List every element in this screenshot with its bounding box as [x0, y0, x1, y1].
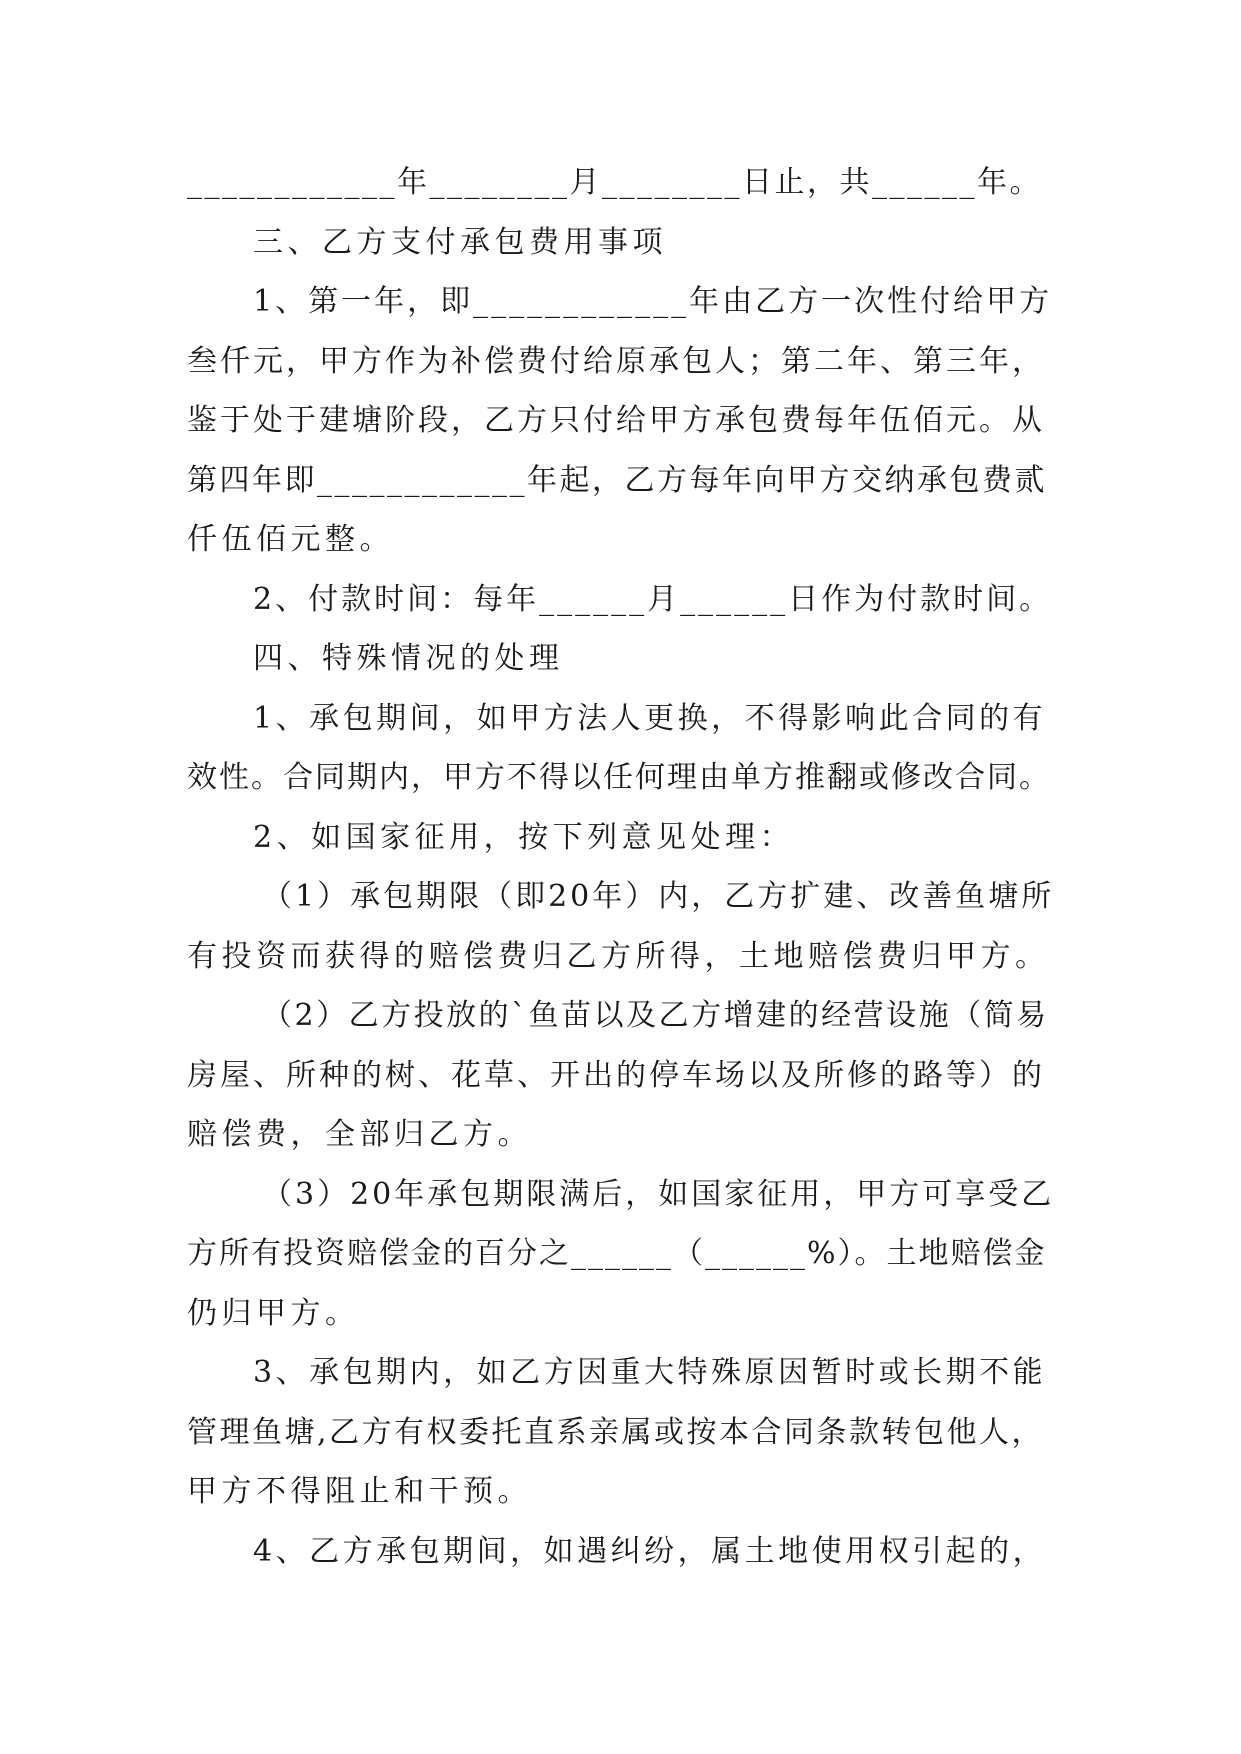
paragraph-line: 叁仟元，甲方作为补偿费付给原承包人；第二年、第三年， [187, 343, 1045, 379]
paragraph-line: 1、第一年，即____________年由乙方一次性付给甲方 [253, 284, 1053, 319]
paragraph-line: ____________年________月________日止，共______年。 [187, 165, 1042, 200]
paragraph-line: 鉴于处于建塘阶段，乙方只付给甲方承包费每年伍佰元。从 [187, 403, 1045, 438]
paragraph-line: 2、付款时间：每年______月______日作为付款时间。 [253, 581, 1053, 617]
paragraph-line: 仍归甲方。 [187, 1295, 360, 1331]
paragraph-line: 第四年即____________年起，乙方每年向甲方交纳承包费贰 [187, 462, 1047, 498]
paragraph-line: （1）承包期限（即20年）内，乙方扩建、改善鱼塘所 [262, 879, 1055, 914]
paragraph-line: （3）20年承包期限满后，如国家征用，甲方可享受乙 [262, 1176, 1055, 1212]
paragraph-line: 房屋、所种的树、花草、开出的停车场以及所修的路等）的 [187, 1057, 1045, 1093]
paragraph-line: （2）乙方投放的`鱼苗以及乙方增建的经营设施（简易 [262, 998, 1049, 1033]
contract-body [187, 158, 1057, 1586]
paragraph-line: 方所有投资赔偿金的百分之______（______%）。土地赔偿金 [187, 1236, 1047, 1271]
paragraph-line: 有投资而获得的赔偿费归乙方所得，土地赔偿费归甲方。 [187, 938, 1050, 974]
paragraph-line: 赔偿费，全部归乙方。 [187, 1117, 532, 1152]
paragraph-line: 仟伍佰元整。 [187, 522, 394, 557]
paragraph-line: 4、乙方承包期间，如遇纠纷，属土地使用权引起的， [253, 1533, 1047, 1569]
paragraph-line: 甲方不得阻止和干预。 [187, 1474, 532, 1509]
section-heading-special-cases: 四、特殊情况的处理 [253, 641, 564, 676]
paragraph-line: 1、承包期间，如甲方法人更换，不得影响此合同的有 [253, 700, 1047, 736]
paragraph-line: 管理鱼塘,乙方有权委托直系亲属或按本合同条款转包他人， [187, 1414, 1045, 1450]
paragraph-line: 效性。合同期内，甲方不得以任何理由单方推翻或修改合同。 [187, 760, 1051, 795]
paragraph-line: 2、如国家征用，按下列意见处理： [253, 819, 795, 855]
section-heading-payment: 三、乙方支付承包费用事项 [253, 224, 667, 260]
paragraph-line: 3、承包期内，如乙方因重大特殊原因暂时或长期不能 [253, 1355, 1047, 1390]
